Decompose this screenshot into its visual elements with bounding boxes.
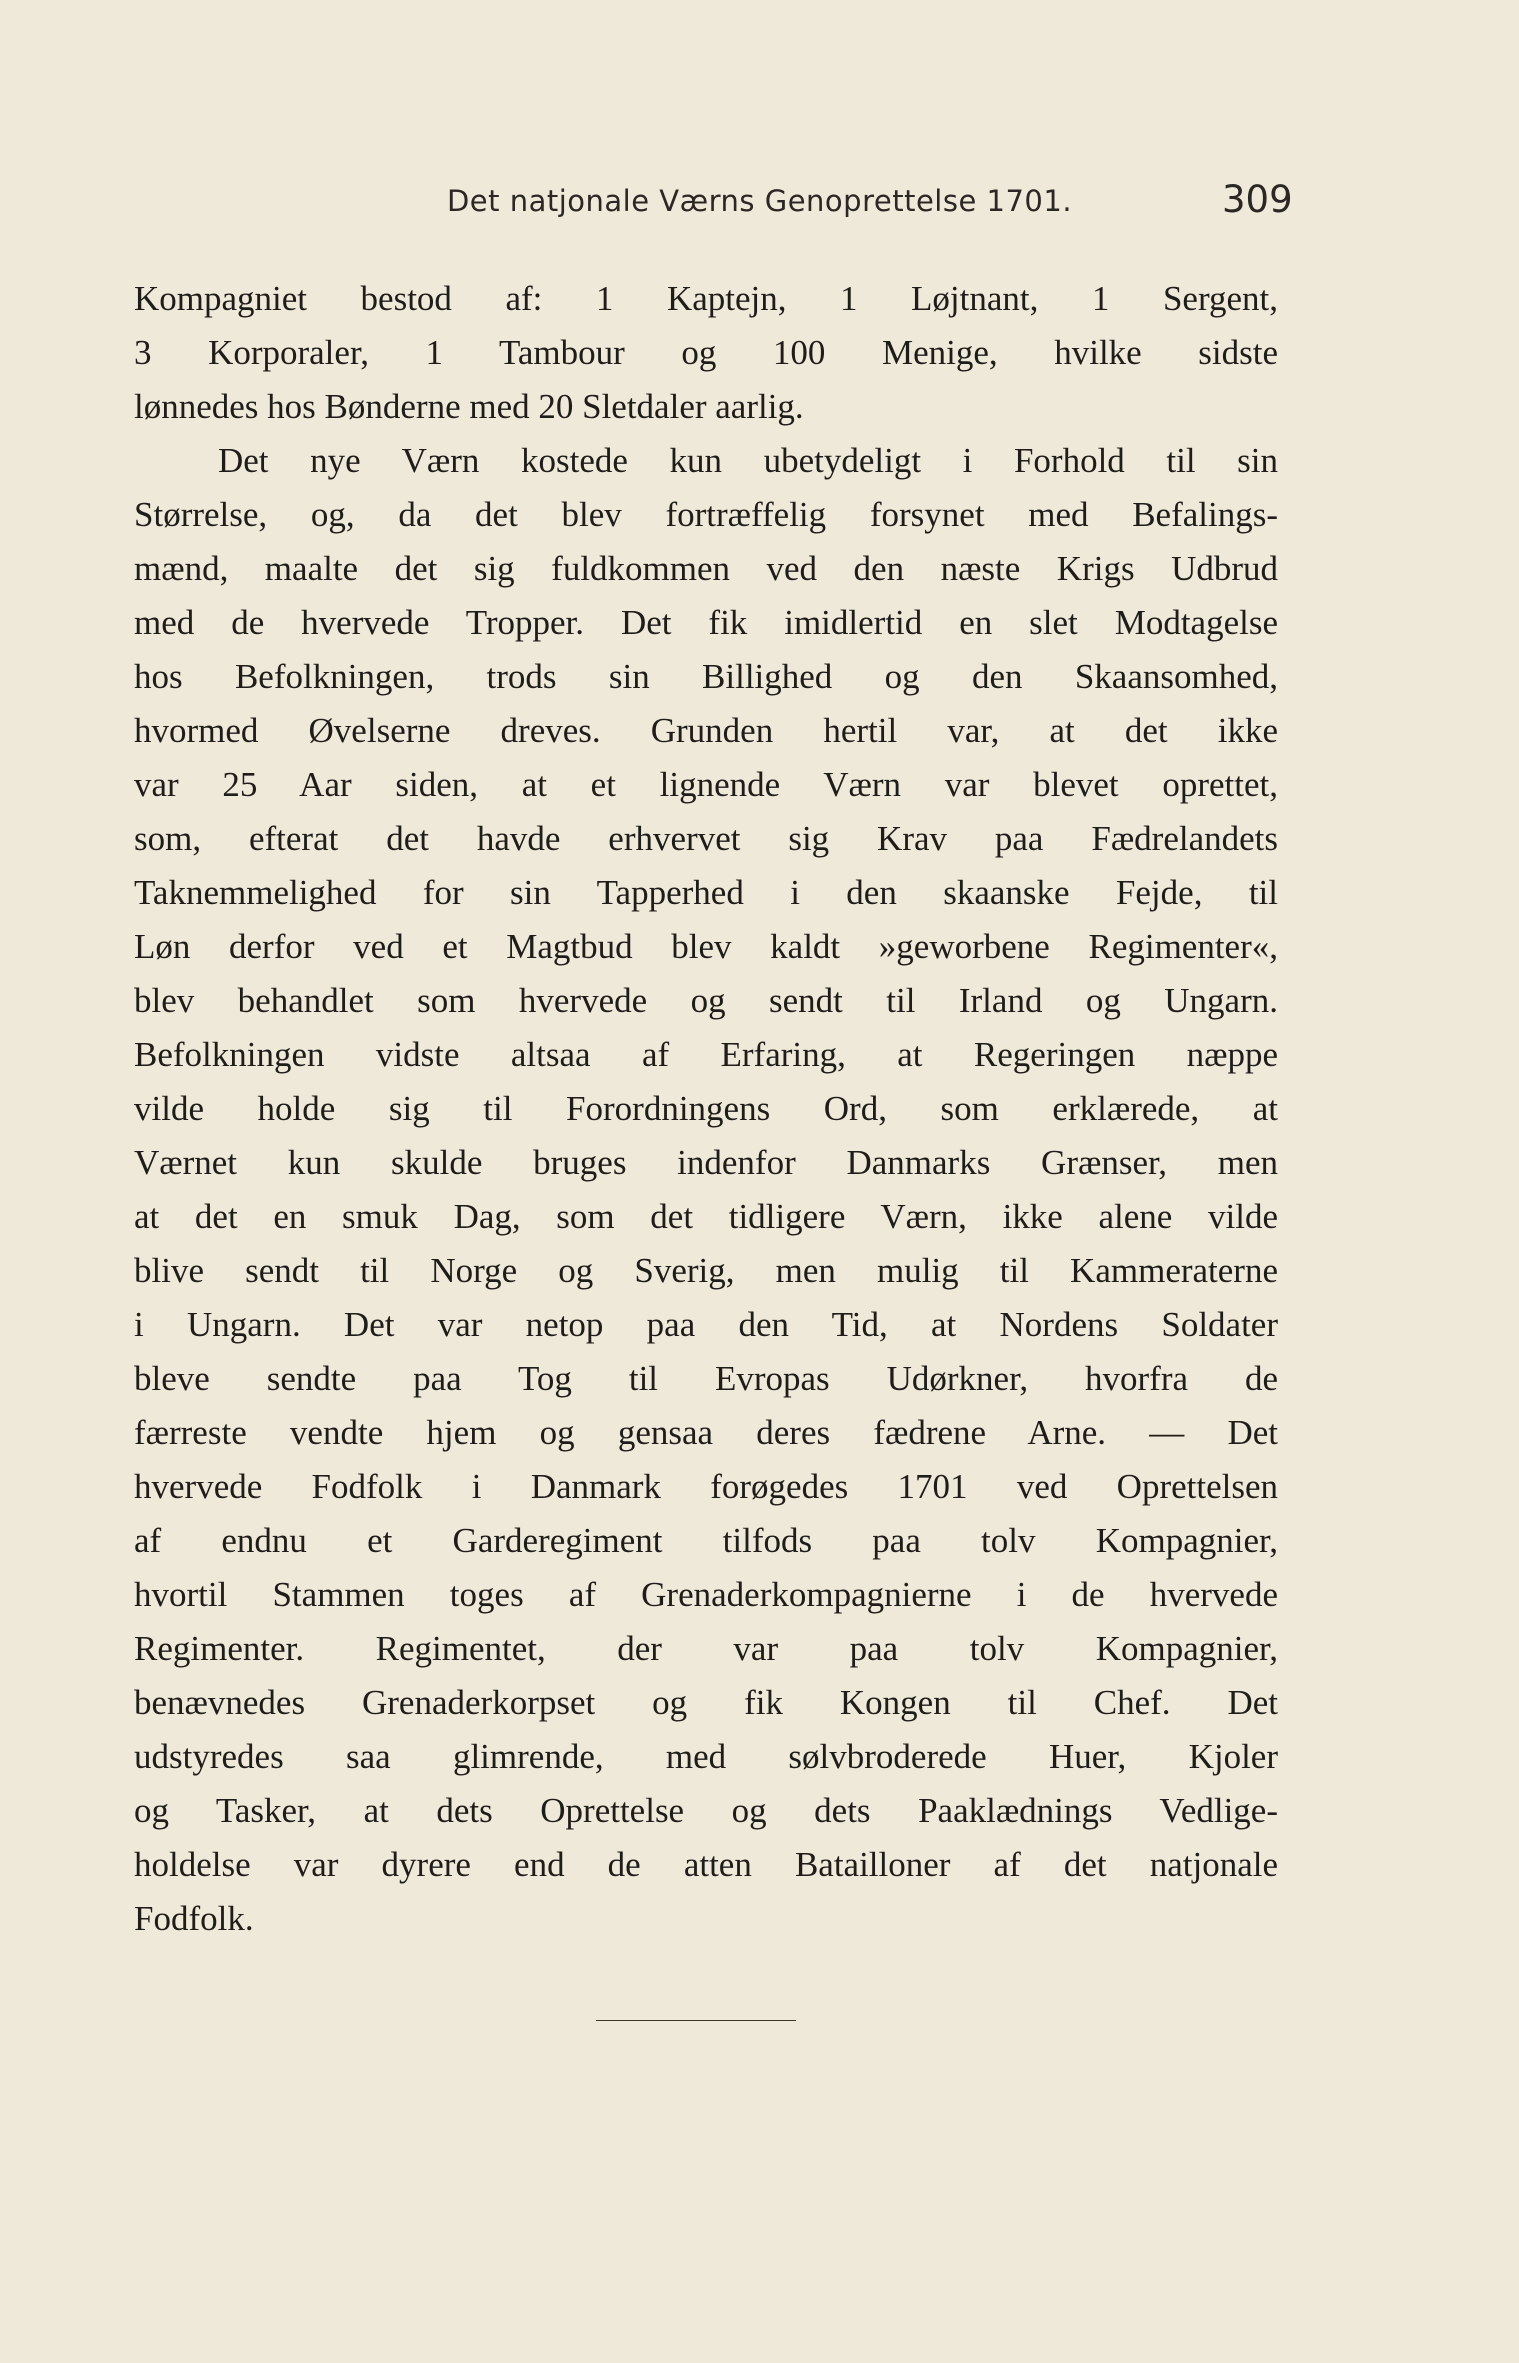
text-line: som, efterat det havde erhvervet sig Krav paa Fædrelandets <box>134 819 1278 858</box>
text-line: færreste vendte hjem og gensaa deres fædrene Arne. — Det <box>134 1413 1278 1452</box>
text-line: at det en smuk Dag, som det tidligere Værn, ikke alene vilde <box>134 1197 1278 1236</box>
text-line: hvortil Stammen toges af Grenaderkompagnierne i de hvervede <box>134 1575 1278 1614</box>
text-line: blev behandlet som hvervede og sendt til Irland og Ungarn. <box>134 981 1278 1020</box>
text-line: af endnu et Garderegiment tilfods paa tolv Kompagnier, <box>134 1521 1278 1560</box>
text-line: lønnedes hos Bønderne med 20 Sletdaler aarlig. <box>134 387 804 426</box>
text-line: Det nye Værn kostede kun ubetydeligt i Forhold til sin <box>218 441 1278 480</box>
text-line: vilde holde sig til Forordningens Ord, som erklærede, at <box>134 1089 1278 1128</box>
text-line: i Ungarn. Det var netop paa den Tid, at Nordens Soldater <box>134 1305 1278 1344</box>
text-line: hos Befolkningen, trods sin Billighed og den Skaansomhed, <box>134 657 1278 696</box>
text-line: hvormed Øvelserne dreves. Grunden hertil var, at det ikke <box>134 711 1278 750</box>
text-line: benævnedes Grenaderkorpset og fik Kongen til Chef. Det <box>134 1683 1278 1722</box>
text-line: udstyredes saa glimrende, med sølvbroderede Huer, Kjoler <box>134 1737 1278 1776</box>
text-line: Værnet kun skulde bruges indenfor Danmarks Grænser, men <box>134 1143 1278 1182</box>
text-line: hvervede Fodfolk i Danmark forøgedes 1701 ved Oprettelsen <box>134 1467 1278 1506</box>
body-text <box>134 272 1278 1946</box>
text-line: blive sendt til Norge og Sverig, men mulig til Kammeraterne <box>134 1251 1278 1290</box>
text-line: bleve sendte paa Tog til Evropas Udørkner, hvorfra de <box>134 1359 1278 1398</box>
text-line: og Tasker, at dets Oprettelse og dets Paaklædnings Vedlige- <box>134 1791 1278 1830</box>
text-line: Taknemmelighed for sin Tapperhed i den skaanske Fejde, til <box>134 873 1278 912</box>
text-line: 3 Korporaler, 1 Tambour og 100 Menige, hvilke sidste <box>134 333 1278 372</box>
text-line: var 25 Aar siden, at et lignende Værn var blevet oprettet, <box>134 765 1278 804</box>
text-line: Størrelse, og, da det blev fortræffelig forsynet med Befalings- <box>134 495 1278 534</box>
section-divider <box>596 2020 796 2021</box>
text-line: Kompagniet bestod af: 1 Kaptejn, 1 Løjtnant, 1 Sergent, <box>134 279 1278 318</box>
text-line: med de hvervede Tropper. Det fik imidlertid en slet Modtagelse <box>134 603 1278 642</box>
text-line: mænd, maalte det sig fuldkommen ved den næste Krigs Udbrud <box>134 549 1278 588</box>
running-header: Det natjonale Værns Genoprettelse 1701. <box>446 184 1073 218</box>
text-line: Løn derfor ved et Magtbud blev kaldt »geworbene Regimenter«, <box>134 927 1278 966</box>
page-number: 309 <box>1222 178 1293 221</box>
text-line: holdelse var dyrere end de atten Batailloner af det natjonale <box>134 1845 1278 1884</box>
text-line: Befolkningen vidste altsaa af Erfaring, at Regeringen næppe <box>134 1035 1278 1074</box>
text-line: Fodfolk. <box>134 1899 254 1938</box>
text-line: Regimenter. Regimentet, der var paa tolv Kompagnier, <box>134 1629 1278 1668</box>
